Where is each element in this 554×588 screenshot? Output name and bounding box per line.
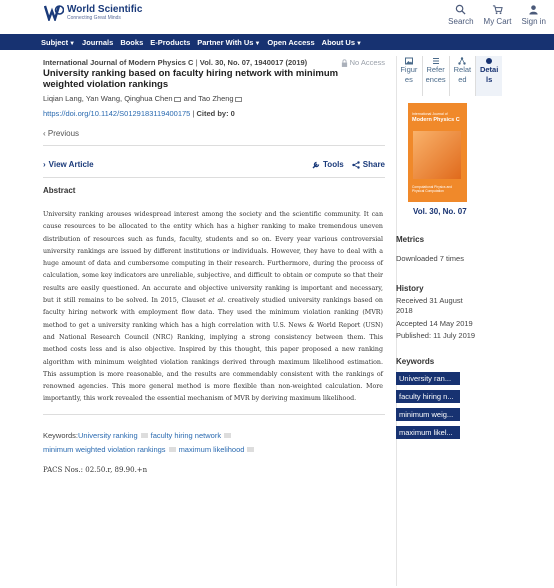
search-label: Search <box>448 17 474 26</box>
share-nodes-icon <box>458 57 466 65</box>
search-icon <box>455 4 466 15</box>
no-access-badge: No Access <box>341 58 385 67</box>
author-link[interactable]: Yan Wang, <box>85 94 123 103</box>
cover-subtitle: Computational Physics and Physical Computation <box>412 185 452 193</box>
sidebar-tabs <box>396 56 502 96</box>
author-list <box>43 94 385 103</box>
sign-in-label: Sign in <box>521 17 546 26</box>
cover-artwork <box>413 131 461 179</box>
tab-references[interactable]: Refer ences <box>422 56 449 96</box>
world-scientific-logo-icon <box>44 4 64 21</box>
tag-icon <box>224 433 231 438</box>
downloads-count: Downloaded 7 times <box>396 254 464 263</box>
keyword-tag[interactable]: faculty hiring n... <box>396 390 460 403</box>
keywords-heading: Keywords <box>396 357 435 366</box>
accepted-date: Accepted 14 May 2019 <box>396 319 473 328</box>
logo[interactable] <box>44 4 142 21</box>
image-icon <box>405 57 413 65</box>
nav-about-us[interactable]: About Us▼ <box>321 37 362 47</box>
nav-open-access[interactable]: Open Access <box>267 37 315 47</box>
journal-cover[interactable] <box>408 103 467 202</box>
author-link[interactable]: Tao Zheng <box>198 94 234 103</box>
author-link[interactable]: Qinghua Chen <box>124 94 173 103</box>
share-icon <box>352 161 360 169</box>
header <box>0 0 554 34</box>
nav-books[interactable]: Books <box>120 37 144 47</box>
pacs-numbers: PACS Nos.: 02.50.r, 89.90.+n <box>43 465 148 474</box>
top-actions <box>448 4 546 26</box>
chevron-down-icon: ▼ <box>69 40 76 47</box>
tag-icon <box>247 447 254 452</box>
chevron-left-icon: ‹ <box>43 129 46 138</box>
cover-title: International Journal of Modern Physics C <box>412 112 460 123</box>
brand-name: World Scientific <box>67 3 143 15</box>
divider <box>43 145 385 146</box>
tab-related[interactable]: Relat ed <box>449 56 476 96</box>
abstract-heading: Abstract <box>43 186 76 195</box>
received-date: Received 31 August 2018 <box>396 296 463 315</box>
article-actions <box>43 152 385 177</box>
keyword-link[interactable]: University ranking <box>78 430 138 440</box>
history-heading: History <box>396 284 424 293</box>
dot-icon <box>485 57 493 65</box>
chevron-down-icon: ▼ <box>254 40 261 47</box>
tag-icon <box>169 447 176 452</box>
metrics-heading: Metrics <box>396 235 425 244</box>
divider <box>43 414 385 415</box>
list-icon <box>432 57 440 65</box>
brand-tagline: Connecting Great Minds <box>67 14 121 21</box>
keyword-tag[interactable]: maximum likel... <box>396 426 460 439</box>
chevron-right-icon: › <box>43 160 46 169</box>
article-main <box>43 58 385 474</box>
wrench-icon <box>312 161 320 169</box>
lock-icon <box>341 59 348 67</box>
cart-label: My Cart <box>483 17 512 26</box>
journal-citation: International Journal of Modern Physics C | Vol. 30, No. 07, 1940017 (2019) <box>43 58 308 67</box>
keyword-link[interactable]: minimum weighted violation rankings <box>43 444 166 454</box>
divider <box>43 177 385 178</box>
view-article-button[interactable]: › View Article <box>43 160 94 169</box>
cited-by[interactable]: Cited by: 0 <box>196 109 235 118</box>
chevron-down-icon: ▼ <box>356 40 362 47</box>
tab-figures[interactable]: Figur es <box>396 56 422 96</box>
published-date: Published: 11 July 2019 <box>396 331 476 340</box>
sign-in-button[interactable] <box>522 4 546 26</box>
email-icon[interactable] <box>174 97 181 102</box>
cover-volume[interactable]: Vol. 30, No. 07 <box>413 207 467 216</box>
tab-details[interactable]: Detai ls <box>475 56 502 96</box>
keyword-link[interactable]: maximum likelihood <box>178 444 245 454</box>
cart-button[interactable] <box>484 4 512 26</box>
journal-volume[interactable]: Vol. 30, No. 07, 1940017 (2019) <box>199 58 308 67</box>
keyword-tag[interactable]: University ran... <box>396 372 460 385</box>
journal-name[interactable]: International Journal of Modern Physics C <box>43 58 194 67</box>
search-button[interactable] <box>448 4 473 26</box>
cart-icon <box>492 4 503 15</box>
doi-line: https://doi.org/10.1142/S0129183119400175 | Cited by: 0 <box>43 109 235 118</box>
author-link[interactable]: Liqian Lang, <box>43 94 84 103</box>
main-nav <box>0 34 554 50</box>
tools-button[interactable]: Tools <box>312 160 344 169</box>
article-title: University ranking based on faculty hiring network with minimum weighted violation rankings <box>43 68 339 90</box>
nav-partner-with-us[interactable]: Partner With Us▼ <box>197 37 261 47</box>
nav-subject[interactable]: Subject▼ <box>41 37 76 47</box>
tag-icon <box>141 433 148 438</box>
share-button[interactable]: Share <box>352 160 385 169</box>
nav-journals[interactable]: Journals <box>82 37 114 47</box>
keyword-tag[interactable]: minimum weig... <box>396 408 460 421</box>
author-conjunction: and <box>183 94 197 103</box>
keyword-link[interactable]: faculty hiring network <box>150 430 222 440</box>
previous-link[interactable]: ‹ Previous <box>43 129 80 138</box>
keywords-section <box>43 429 385 457</box>
user-icon <box>528 4 539 15</box>
keywords-label: Keywords: <box>43 430 79 440</box>
doi-link[interactable]: https://doi.org/10.1142/S0129183119400175 <box>43 109 191 118</box>
nav-e-products[interactable]: E-Products <box>150 37 191 47</box>
email-icon[interactable] <box>235 97 242 102</box>
abstract-text: University ranking arouses widespread interest among the society and the scientific community. It can cause resources to be allocated to the entity which has a higher ranking to make tremendous uneven distribution of resources such as funds, faculty, students and so on. Every year various controversial university rankings are issued by different institutions or individuals. However, they have to deal with a huge amount of data and cumbersome computing in their research. Furthermore, during the process of calculation, some key indicators are unreliable, subjective, and difficult to obtain or compute so that their results are easily questioned. An accurate and objective university ranking is important and necessary, but it still remains to be solved. In 2015, Clauset et al. creatively studied university rankings based on faculty hiring network with employment flow data. They used the minimum violation ranking (MVR) method to get a university ranking which has a high correlation with U.S. News & World Report (USN) and National Research Council (NRC) Ranking, implying a strong consistency between them. This method costs less and is also objective. Inspired by this thought, this paper proposed a new ranking algorithm with minimum weighted violation rankings derived through maximum likelihood estimation. This assumption is more reasonable, and the results are commendably consistent with the rankings of renowned agencies. This more general method is more flexible than non-weighted calculation. More importantly, this work revealed the essential mechanism of MVR by deriving maximum likelihood. <box>43 211 383 403</box>
